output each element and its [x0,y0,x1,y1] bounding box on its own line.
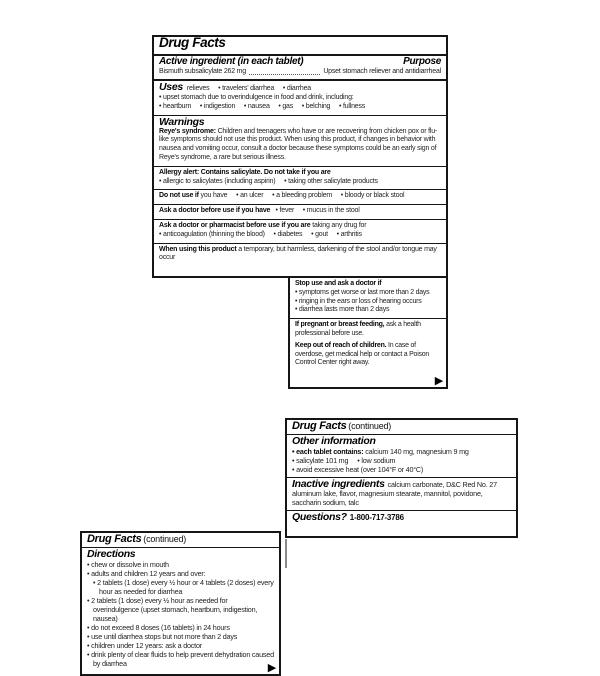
pregnancy-keep-out-section [290,318,446,371]
stop-use-item: • ringing in the ears or loss of hearing occurs [295,297,422,305]
reyes-text: Children and teenagers who have or are recovering from chicken pox or flu-like symptoms should not use this product. When using this product, if changes in behavior with nausea and vomiting occur, consult a doctor because these symptoms could be an early sign of Reye's syndrome, a rare but serious illness. [159,127,438,161]
continued-arrow-icon: ▶ [267,662,276,674]
uses-header: Uses [159,81,183,94]
stop-use-section [290,278,446,318]
warnings-header: Warnings [159,115,205,128]
ask-pharmacist-lead: Ask a doctor or pharmacist before use if you are [159,221,311,229]
stop-use-item: • symptoms get worse or last more than 2 days [295,288,430,296]
allergy-lead: Allergy alert: Contains salicylate. Do not take if you are [159,168,331,176]
inactive-ingredients-text: calcium carbonate, D&C Red No. 27 aluminum lake, flavor, magnesium stearate, mannitol, povidone, saccharin sodium, talc [292,480,497,507]
uses-line3: • heartburn • indigestion • nausea • gas • belching • fullness [159,102,366,110]
active-ingredient-name: Bismuth subsalicylate 262 mg [159,67,246,75]
salicylate-line: • salicylate 101 mg • low sodium [292,456,396,465]
questions-section [287,510,516,525]
directions-header: Directions [87,548,136,560]
tablet-contains-lead: • each tablet contains: [292,447,364,456]
continued-suffix: (continued) [348,421,392,431]
when-using-section [154,243,446,267]
drug-facts-main-panel [152,35,448,278]
when-using-lead: When using this product [159,245,237,253]
keep-out-rest: In case of overdose, get medical help or contact a Poison Control Center right away. [295,341,430,367]
pregnancy-paragraph [295,321,441,339]
continued-title-row [82,533,279,547]
uses-line1: relieves • travelers' diarrhea • diarrhea [186,85,311,93]
drug-facts-title: Drug Facts [292,420,347,432]
do-not-use-items: you have • an ulcer • a bleeding problem • bloody or black stool [200,192,405,200]
stop-use-lead: Stop use and ask a doctor if [295,280,382,287]
ask-doctor-lead: Ask a doctor before use if you have [159,207,271,215]
drug-facts-title: Drug Facts [159,35,226,50]
stop-use-item: • diarrhea lasts more than 2 days [295,306,390,314]
tablet-contains-line [292,447,511,456]
reyes-paragraph [159,128,441,163]
keep-out-paragraph [295,342,441,368]
drug-facts-side-panel [288,276,448,389]
tablet-contains-rest: calcium 140 mg, magnesium 9 mg [365,447,469,456]
questions-phone: 1-800-717-3786 [349,513,404,522]
active-ingredient-purpose: Upset stomach reliever and antidiarrheal [323,67,441,75]
reyes-lead: Reye's syndrome: [159,127,216,135]
do-not-use-section [154,189,446,204]
active-ingredient-header: Active ingredient (in each tablet) [159,55,304,67]
directions-item: • 2 tablets (1 dose) every ½ hour as needed for overindulgence (upset stomach, heartburn, indigestion, nausea) [87,596,258,623]
directions-item: • adults and children 12 years and over: [87,569,206,578]
do-not-use-lead: Do not use if [159,192,199,200]
directions-item: • 2 tablets (1 dose) every ½ hour or 4 tablets (2 doses) every hour as needed for diarrhea [93,578,274,596]
purpose-header: Purpose [403,55,441,67]
other-information-section [287,434,516,477]
continued-title-row [287,420,516,434]
heat-line: • avoid excessive heat (over 104°F or 40°C) [292,465,424,474]
directions-item: • do not exceed 8 doses (16 tablets) in 24 hours [87,623,230,632]
drug-facts-title: Drug Facts [87,533,142,545]
ask-pharmacist-rest: taking any drug for [312,221,367,229]
warnings-section [154,115,446,166]
dotted-leader [249,74,320,75]
active-ingredient-section [154,54,446,80]
allergy-alert-section [154,166,446,190]
uses-section [154,79,446,114]
directions-item: • chew or dissolve in mouth [87,560,169,569]
pregnancy-rest: ask a health professional before use. [295,321,421,337]
label-edge-stub [285,539,287,568]
ask-doctor-section [154,204,446,219]
uses-line2: • upset stomach due to overindulgence in food and drink, including: [159,94,354,102]
pregnancy-lead: If pregnant or breast feeding, [295,321,385,329]
inactive-ingredients-section [287,477,516,510]
drug-facts-title-row [154,37,446,54]
directions-section [82,547,279,671]
keep-out-lead: Keep out of reach of children. [295,341,387,349]
directions-item: • drink plenty of clear fluids to help prevent dehydration caused by diarrhea [87,650,274,668]
continued-arrow-icon: ▶ [434,375,443,387]
ask-pharmacist-items: • anticoagulation (thinning the blood) • diabetes • gout • arthritis [159,230,362,238]
drug-facts-other-info-panel [285,418,518,538]
allergy-items: • allergic to salicylates (including aspirin) • taking other salicylate products [159,177,378,185]
ask-doctor-items: • fever • mucus in the stool [275,207,360,215]
when-using-rest: a temporary, but harmless, darkening of the stool and/or tongue may occur [159,245,437,262]
inactive-ingredients-header: Inactive ingredients [292,478,385,490]
other-information-header: Other information [292,435,376,447]
ask-pharmacist-section [154,219,446,243]
questions-header: Questions? [292,511,347,523]
drug-facts-directions-panel [80,531,281,676]
directions-item: • children under 12 years: ask a doctor [87,641,202,650]
continued-suffix: (continued) [143,534,187,544]
directions-item: • use until diarrhea stops but not more than 2 days [87,632,238,641]
